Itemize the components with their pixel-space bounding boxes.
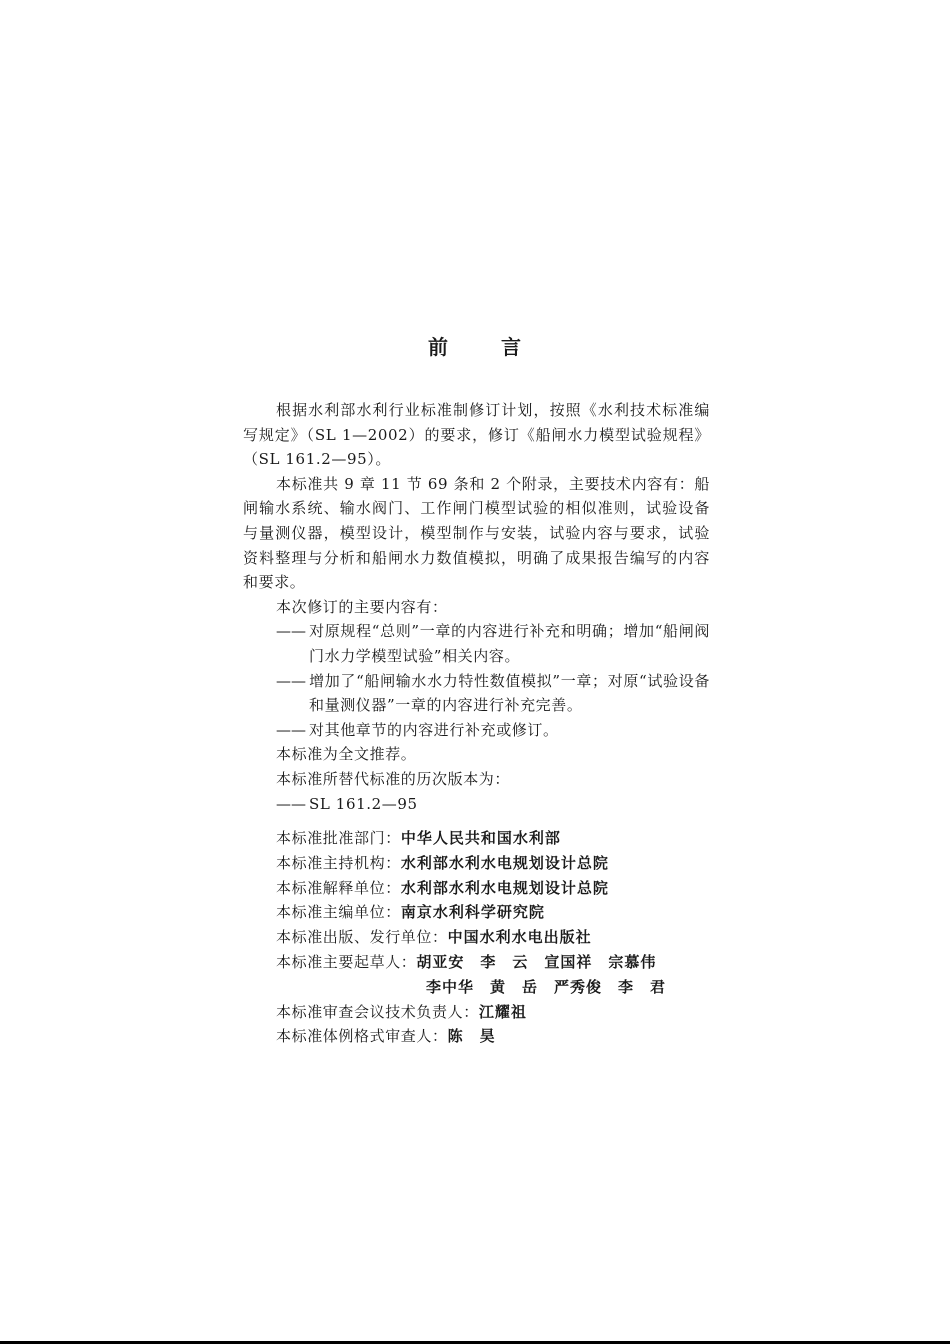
standard-metadata [276, 826, 666, 1049]
meta-reviewer [276, 1000, 666, 1025]
paragraph-content-summary: 本标准共 9 章 11 节 69 条和 2 个附录，主要技术内容有：船闸输水系统、输水阀门、工作闸门模型试验的相似准则，试验设备与量测仪器，模型设计，模型制作与安装，试验内容与要求，试验资料整理与分析和船闸水力数值模拟，明确了成果报告编写的内容和要求。 [243, 474, 710, 592]
dash-mark: —— [276, 671, 306, 690]
meta-publisher [276, 925, 666, 950]
list-item-text: SL 161.2—95 [309, 794, 418, 813]
list-item-revision-3 [243, 718, 710, 743]
paragraph-revision-basis: 根据水利部水利行业标准制修订计划，按照《水利技术标准编写规定》（SL 1—2002）的要求，修订《船闸水力模型试验规程》（SL 161.2—95）。 [243, 401, 710, 469]
paragraph-previous-versions: 本标准所替代标准的历次版本为： [276, 769, 511, 788]
title-char-right: 言 [501, 335, 522, 359]
meta-value: 水利部水利水电规划设计总院 [400, 853, 609, 872]
meta-value: 中国水利水电出版社 [447, 928, 592, 947]
paragraph-recommendation: 本标准为全文推荐。 [276, 745, 417, 764]
meta-format-reviewer [276, 1024, 666, 1049]
meta-label: 本标准批准部门： [276, 829, 401, 847]
meta-label: 本标准主持机构： [276, 853, 401, 872]
meta-value: 胡亚安 李 云 宣国祥 宗慕伟 [416, 952, 657, 971]
meta-label: 本标准主编单位： [276, 903, 401, 922]
list-item-text: 对其他章节的内容进行补充或修订。 [309, 720, 559, 739]
title-char-left: 前 [428, 335, 449, 359]
meta-label: 本标准体例格式审查人： [276, 1027, 448, 1046]
meta-drafters [276, 950, 666, 975]
meta-label: 本标准主要起草人： [276, 952, 417, 971]
meta-value: 南京水利科学研究院 [400, 903, 545, 922]
meta-label: 本标准审查会议技术负责人： [276, 1002, 479, 1021]
paragraph-revision-intro: 本次修订的主要内容有： [276, 597, 448, 616]
dash-mark: —— [276, 720, 306, 739]
meta-interpret [276, 876, 666, 901]
meta-host [276, 851, 666, 876]
meta-label: 本标准解释单位： [276, 878, 401, 897]
meta-drafters-continued [276, 975, 666, 1000]
meta-value: 中华人民共和国水利部 [400, 829, 561, 847]
meta-label: 本标准出版、发行单位： [276, 928, 448, 947]
list-item-text: 增加了“船闸输水水力特性数值模拟”一章；对原“试验设备和量测仪器”一章的内容进行补充完善。 [309, 671, 710, 715]
page-title [0, 333, 950, 361]
meta-value: 陈 昊 [447, 1027, 496, 1046]
list-item-previous-version [243, 792, 710, 817]
list-item-text: 对原规程“总则”一章的内容进行补充和明确；增加“船闸阀门水力学模型试验”相关内容。 [309, 622, 710, 665]
meta-editor [276, 900, 666, 925]
preface-body [243, 398, 710, 816]
meta-value: 江耀祖 [478, 1002, 527, 1021]
list-item-revision-2 [243, 669, 710, 718]
list-item-revision-1 [243, 619, 710, 668]
dash-mark: —— [276, 622, 306, 641]
meta-approve [276, 826, 666, 851]
meta-value: 李中华 黄 岳 严秀俊 李 君 [426, 977, 667, 996]
meta-value: 水利部水利水电规划设计总院 [400, 878, 609, 897]
dash-mark: —— [276, 794, 306, 813]
